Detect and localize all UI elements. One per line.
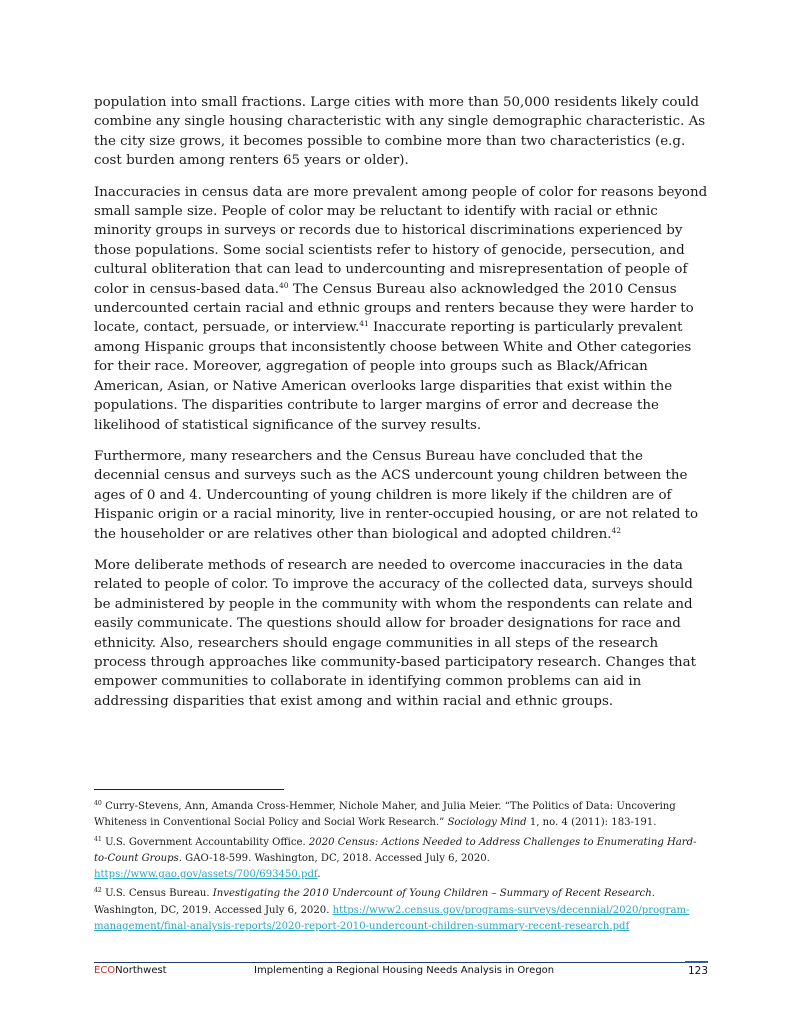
page-footer — [94, 965, 708, 981]
paragraph: Inaccuracies in census data are more prevalent among people of color for reasons beyond small sample size. People of color may be reluctant to identify with racial or ethnic minority groups in surveys or records due to historical discriminations experienced by those populations. Some social scientists refer to history of genocide, persecution, and cultural obliteration that can lead to undercounting and misrepresentation of people of color in census-based data.$^{40}$ The Census Bureau also acknowledged the 2010 Census undercounted certain racial and ethnic groups and renters because they were harder to locate, contact, persuade, or interview.$^{41}$ Inaccurate reporting is particularly prevalent among Hispanic groups that inconsistently choose between White and Other categories for their race. Moreover, aggregation of people into groups such as Black/African American, Asian, or Native American overlooks large disparities that exist within the populations. The disparities contribute to larger margins of error and decrease the likelihood of statistical significance of the survey results. — [94, 184, 708, 433]
footnote-number: 40 — [94, 800, 102, 807]
footnotes — [94, 799, 709, 938]
footer-title: Implementing a Regional Housing Needs Analysis in Oregon — [254, 965, 555, 976]
brand-suffix: Northwest — [115, 965, 167, 976]
body-text — [94, 93, 709, 723]
footer-rule — [94, 962, 708, 963]
footer-rule-accent — [685, 961, 708, 963]
footnote-number: 41 — [94, 835, 102, 843]
brand-prefix: ECO — [94, 965, 116, 976]
italic-title: 2020 Census: Actions Needed to Address Challenges to Enumerating Hard-to-Count Groups — [94, 836, 697, 864]
italic-title: Sociology Mind — [447, 817, 527, 829]
footnote-reference: 40 — [279, 280, 289, 290]
brand-logo-text — [94, 965, 167, 976]
footnote-text: U.S. Census Bureau. Investigating the 2010 Undercount of Young Children – Summary of Recent Research. Washington, DC, 2019. Accessed July 6, 2020. https://www2.census.gov/programs-surveys/decennial/2020/program-management/final-analysis-reports/2020-report-2010-undercount-children-summary-recent-research.pdf — [94, 888, 690, 933]
footnote-text: U.S. Government Accountability Office. 2020 Census: Actions Needed to Address Challenges to Enumerating Hard-to-Count Groups. GAO-18-599. Washington, DC, 2018. Accessed July 6, 2020. https://www.gao.gov/assets/700/693450.pdf. — [94, 836, 697, 881]
footnote-reference: 42 — [611, 525, 622, 535]
footnote-reference: 41 — [359, 319, 369, 329]
italic-title: Investigating the 2010 Undercount of Young Children – Summary of Recent Research — [212, 888, 652, 900]
footnote-text: Curry-Stevens, Ann, Amanda Cross-Hemmer, Nichole Maher, and Julia Meier. “The Politics of Data: Uncovering Whiteness in Conventional Social Policy and Social Work Research.” Sociology Mind 1, no. 4 (2011): 183-191. — [94, 801, 676, 829]
reference-link[interactable]: https://www2.census.gov/programs-surveys/decennial/2020/program-management/final-analysis-reports/2020-report-2010-undercount-children-summary-recent-research.pdf — [94, 904, 690, 933]
footnote-separator — [94, 789, 284, 790]
footnote — [94, 886, 709, 935]
footnote — [94, 799, 709, 832]
page-number: 123 — [687, 965, 708, 977]
reference-link[interactable]: https://www.gao.gov/assets/700/693450.pdf — [94, 869, 318, 881]
paragraph: More deliberate methods of research are needed to overcome inaccuracies in the data related to people of color. To improve the accuracy of the collected data, surveys should be administered by people in the community with whom the respondents can relate and easily communicate. The questions should allow for broader designations for race and ethnicity. Also, researchers should engage communities in all steps of the research process through approaches like community-based participatory research. Changes that empower communities to collaborate in identifying common problems can aid in addressing disparities that exist among and within racial and ethnic groups. — [94, 557, 696, 709]
footnote-number: 42 — [94, 887, 102, 895]
paragraph: population into small fractions. Large cities with more than 50,000 residents likely could combine any single housing characteristic with any single demographic characteristic. As the city size grows, it becomes possible to combine more than two characteristics (e.g. cost burden among renters 65 years or older). — [94, 95, 706, 169]
paragraph: Furthermore, many researchers and the Census Bureau have concluded that the decennial census and surveys such as the ACS undercount young children between the ages of 0 and 4. Undercounting of young children is more likely if the children are of Hispanic origin or a racial minority, live in renter-occupied housing, or are not related to the householder or are relatives other than biological and adopted children.$^{42}$ — [94, 448, 699, 542]
footnote — [94, 835, 709, 884]
